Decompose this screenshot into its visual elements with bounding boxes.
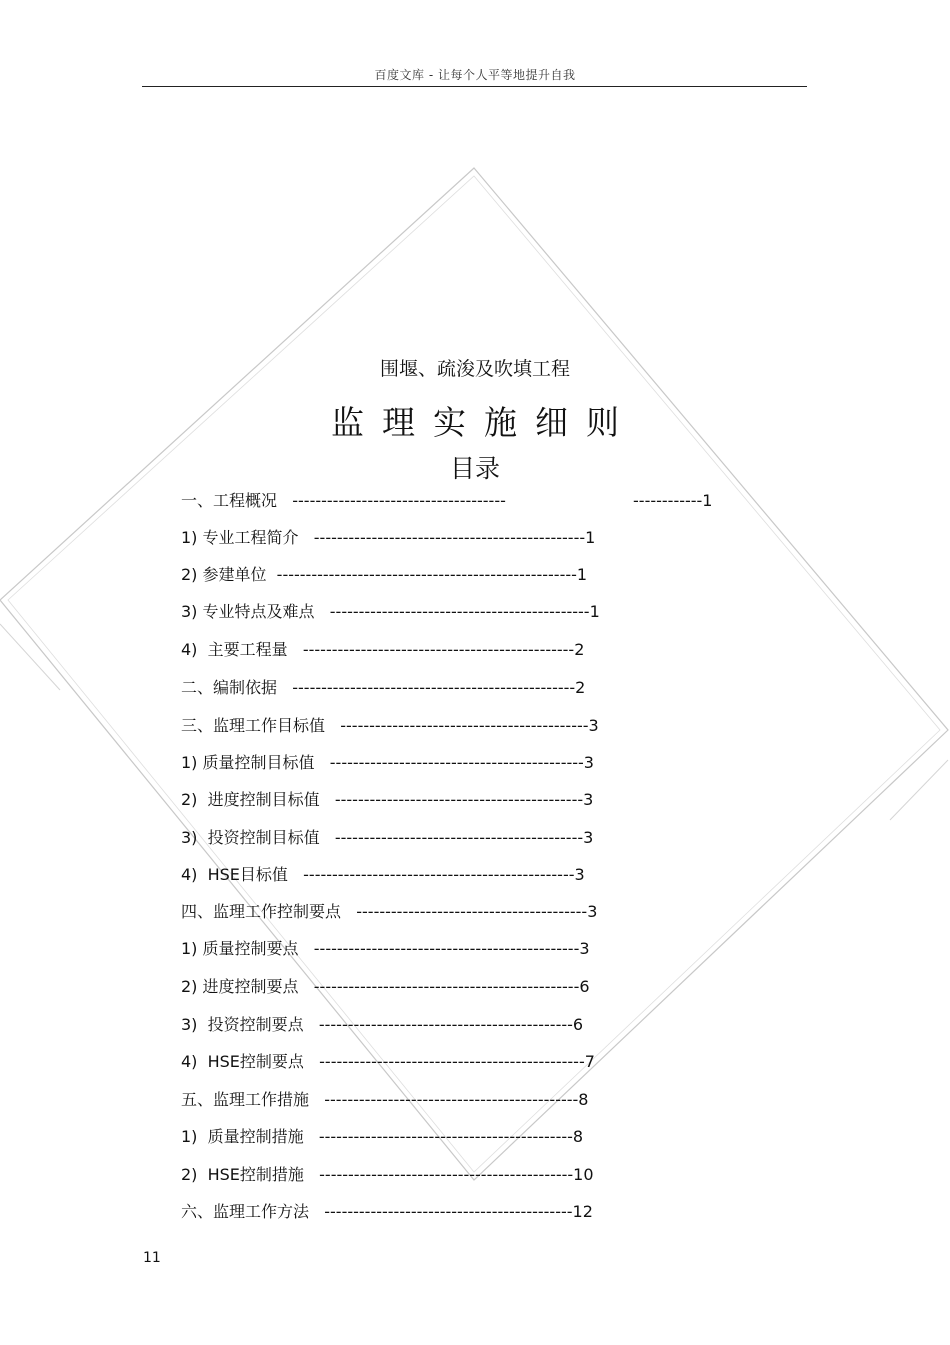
toc-entry: 1) 质量控制目标值 --------------------------------------------3 [181,753,594,772]
toc-entry: 1) 质量控制要点 ----------------------------------------------3 [181,939,590,958]
document-title: 监理实施细则 [331,403,637,442]
toc-entry: 一、工程概况 ------------------------------------- ------------1 [181,491,713,510]
toc-entry: 2) 进度控制要点 ----------------------------------------------6 [181,977,590,996]
toc-entry: 2) HSE控制措施 --------------------------------------------10 [181,1165,594,1184]
toc-entry: 2) 进度控制目标值 -------------------------------------------3 [181,790,594,809]
toc-entry: 3) 投资控制要点 --------------------------------------------6 [181,1015,584,1034]
header-divider [142,86,807,87]
toc-entry: 1) 专业工程简介 -----------------------------------------------1 [181,528,596,547]
toc-entry: 1) 质量控制措施 --------------------------------------------8 [181,1127,584,1146]
toc-entry: 4) HSE目标值 -----------------------------------------------3 [181,865,585,884]
toc-entry: 2) 参建单位 ----------------------------------------------------1 [181,565,588,584]
toc-entry: 4) HSE控制要点 ----------------------------------------------7 [181,1052,595,1071]
toc-entry: 3) 投资控制目标值 -------------------------------------------3 [181,828,594,847]
toc-entry: 四、监理工作控制要点 ----------------------------------------3 [181,902,598,921]
document-subtitle: 围堰、疏浚及吹填工程 [379,358,570,380]
toc-entry: 3) 专业特点及难点 ---------------------------------------------1 [181,602,600,621]
toc-entry: 三、监理工作目标值 -------------------------------------------3 [181,716,599,735]
page-number: 11 [143,1250,161,1266]
toc-entry: 4) 主要工程量 -----------------------------------------------2 [181,640,585,659]
toc-entry: 二、编制依据 -------------------------------------------------2 [181,678,586,697]
header-tagline: 百度文库 - 让每个人平等地提升自我 [374,68,576,82]
toc-entry: 五、监理工作措施 --------------------------------------------8 [181,1090,589,1109]
toc-entry: 六、监理工作方法 -------------------------------------------12 [181,1202,593,1221]
toc-heading: 目录 [449,454,500,483]
